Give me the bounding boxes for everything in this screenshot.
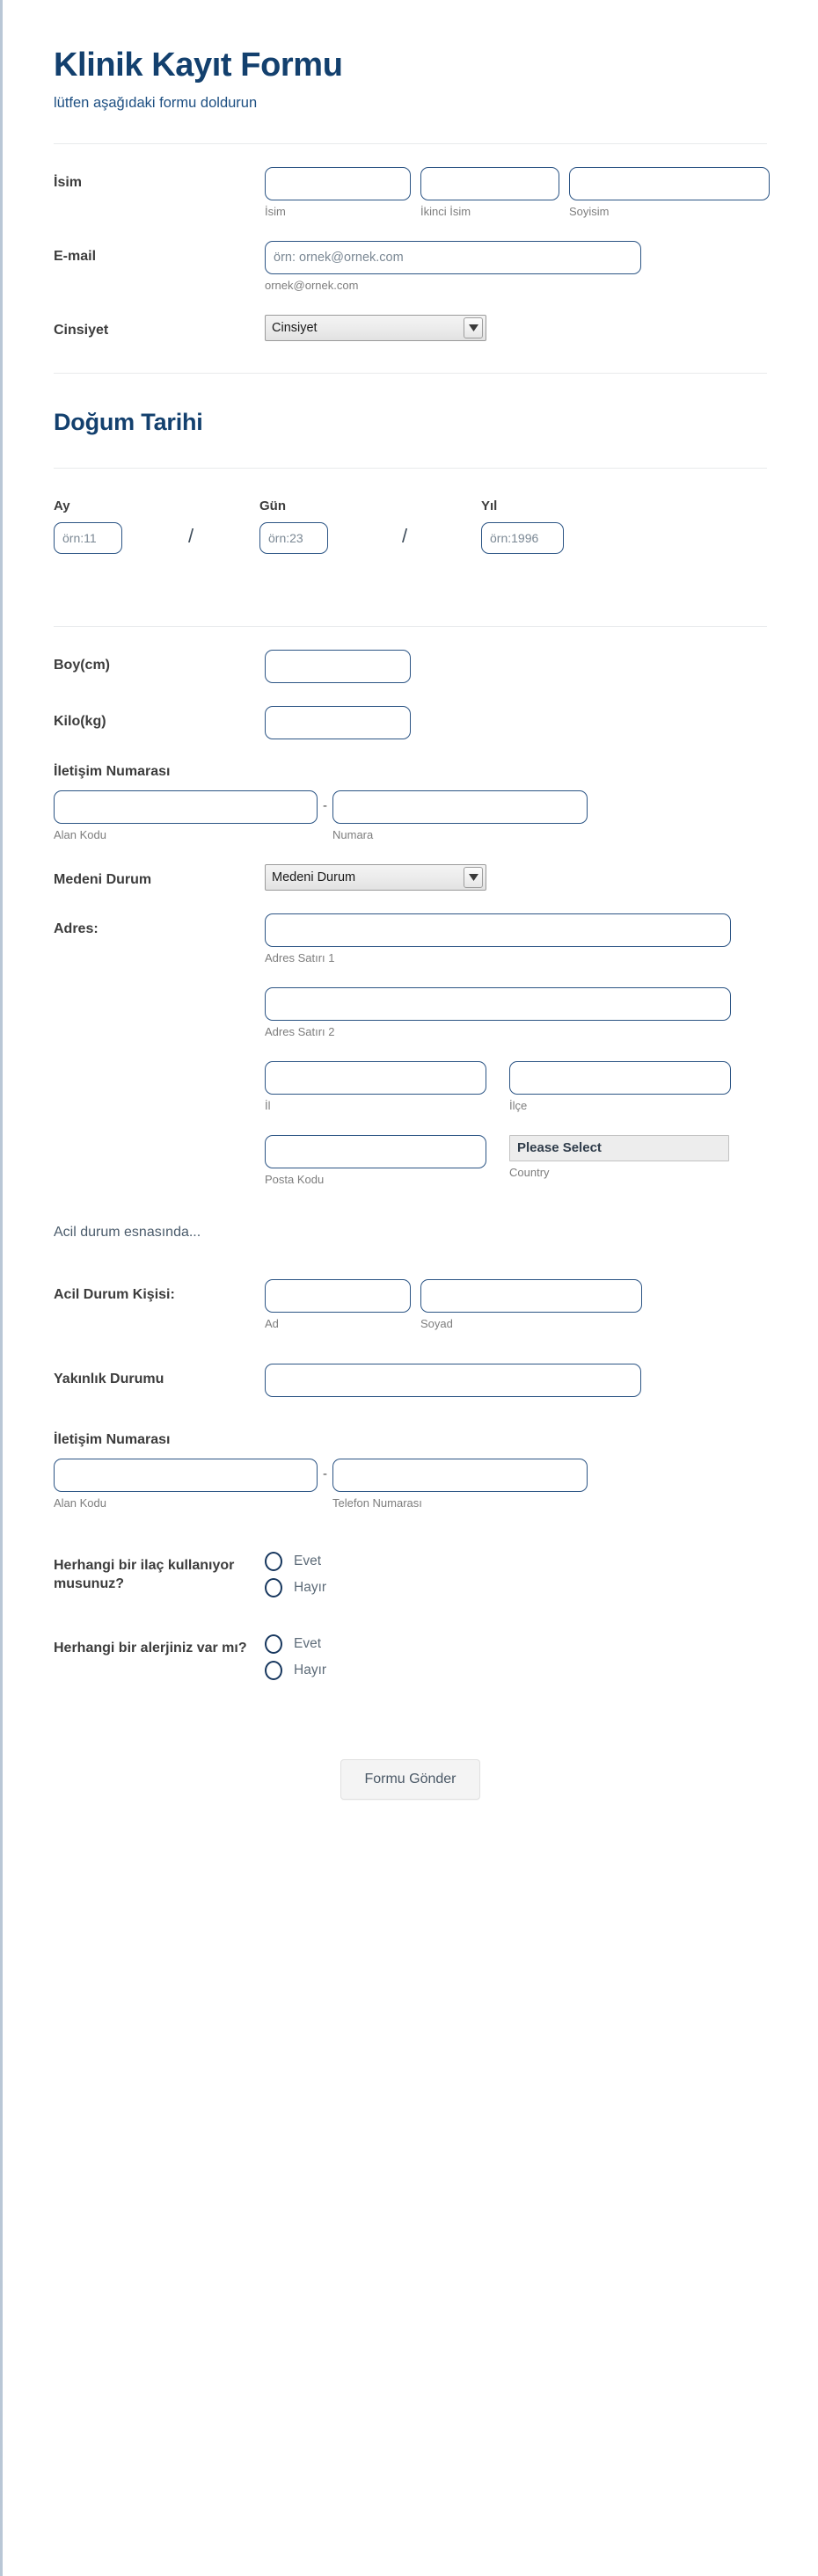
birth-day-group <box>259 498 328 554</box>
field-row-relation <box>54 1330 767 1397</box>
emergency-number-input[interactable] <box>332 1459 588 1492</box>
field-row-emergency-person <box>54 1241 767 1330</box>
address-line1-group <box>265 913 731 964</box>
phone-primary-number-sublabel: Numara <box>332 827 374 841</box>
height-input[interactable] <box>265 650 411 683</box>
birth-separator-2: / <box>401 524 408 547</box>
email-sublabel: ornek@ornek.com <box>265 278 359 292</box>
phone-primary-title: İletişim Numarası <box>54 763 171 779</box>
weight-label: Kilo(kg) <box>54 713 106 729</box>
medication-question: Herhangi bir ilaç kullanıyor musunuz? <box>54 1557 235 1591</box>
email-label: E-mail <box>54 248 97 264</box>
relation-label: Yakınlık Durumu <box>54 1371 164 1386</box>
address-zip-group <box>265 1135 486 1186</box>
emergency-area-group <box>54 1459 318 1510</box>
marital-label: Medeni Durum <box>54 871 152 887</box>
last-name-input[interactable] <box>569 167 770 200</box>
page-subtitle: lütfen aşağıdaki formu doldurun <box>54 94 258 111</box>
address-zip-input[interactable] <box>265 1135 486 1168</box>
address-city-group <box>265 1061 486 1112</box>
field-row-phone-primary <box>54 739 767 841</box>
address-country-select[interactable] <box>509 1135 729 1161</box>
emergency-last-name-sublabel: Soyad <box>420 1316 453 1330</box>
emergency-note: Acil durum esnasında... <box>54 1224 201 1240</box>
address-district-group <box>509 1061 731 1112</box>
name-label: İsim <box>54 174 83 190</box>
emergency-first-name-sublabel: Ad <box>265 1316 279 1330</box>
address-district-sublabel: İlçe <box>509 1098 528 1112</box>
emergency-person-label: Acil Durum Kişisi: <box>54 1286 175 1302</box>
field-row-medication <box>54 1510 767 1597</box>
address-city-input[interactable] <box>265 1061 486 1095</box>
divider-gender <box>54 373 767 374</box>
address-country-group <box>509 1135 729 1179</box>
middle-name-input[interactable] <box>420 167 559 200</box>
medication-option-yes-label: Evet <box>294 1553 322 1568</box>
phone-primary-number-group <box>332 790 588 841</box>
field-row-weight <box>54 683 767 739</box>
submit-button[interactable]: Formu Gönder <box>340 1759 479 1800</box>
first-name-sublabel: İsim <box>265 204 286 218</box>
phone-primary-area-input[interactable] <box>54 790 318 824</box>
email-input[interactable] <box>265 241 641 274</box>
radio-circle-icon[interactable] <box>265 1634 282 1654</box>
field-row-email <box>54 218 767 292</box>
emergency-last-name-input[interactable] <box>420 1279 642 1313</box>
birth-day-input[interactable] <box>259 522 328 554</box>
address-line1-sublabel: Adres Satırı 1 <box>265 950 335 964</box>
radio-circle-icon[interactable] <box>265 1578 282 1597</box>
height-label: Boy(cm) <box>54 657 111 673</box>
gender-select-wrap <box>265 315 486 341</box>
radio-circle-icon[interactable] <box>265 1552 282 1571</box>
birth-month-input[interactable] <box>54 522 122 554</box>
emergency-first-name-group <box>265 1279 411 1330</box>
address-label: Adres: <box>54 921 99 936</box>
birth-date-row <box>54 469 767 554</box>
submit-area <box>54 1680 767 1852</box>
address-city-sublabel: İl <box>265 1098 271 1112</box>
field-row-gender <box>54 292 767 341</box>
medication-option-no-label: Hayır <box>294 1579 327 1595</box>
address-line2-input[interactable] <box>265 987 731 1021</box>
allergy-option-no-label: Hayır <box>294 1662 327 1677</box>
emergency-phone-title: İletişim Numarası <box>54 1431 171 1447</box>
allergy-option-no[interactable] <box>265 1661 767 1680</box>
field-row-name <box>54 144 767 218</box>
emergency-area-sublabel: Alan Kodu <box>54 1495 106 1510</box>
phone-primary-separator: - <box>323 797 327 813</box>
address-country-sublabel: Country <box>509 1165 550 1179</box>
medication-radio-group <box>265 1550 767 1597</box>
radio-circle-icon[interactable] <box>265 1661 282 1680</box>
emergency-number-group <box>332 1459 588 1510</box>
allergy-option-yes[interactable] <box>265 1634 767 1654</box>
birth-separator-1: / <box>187 524 194 547</box>
birth-year-group <box>481 498 564 554</box>
emergency-last-name-group <box>420 1279 642 1330</box>
field-row-height <box>54 627 767 683</box>
weight-input[interactable] <box>265 706 411 739</box>
form-header <box>54 0 767 112</box>
medication-option-no[interactable] <box>265 1578 767 1597</box>
address-line2-group <box>265 987 731 1038</box>
phone-primary-number-input[interactable] <box>332 790 588 824</box>
emergency-first-name-input[interactable] <box>265 1279 411 1313</box>
last-name-group <box>569 167 770 218</box>
gender-label: Cinsiyet <box>54 322 109 338</box>
field-row-address <box>54 891 767 1186</box>
middle-name-sublabel: İkinci İsim <box>420 204 471 218</box>
birth-month-group <box>54 498 122 554</box>
emergency-number-sublabel: Telefon Numarası <box>332 1495 422 1510</box>
birth-year-input[interactable] <box>481 522 564 554</box>
birth-day-label: Gün <box>259 498 286 513</box>
relation-input[interactable] <box>265 1364 641 1397</box>
phone-primary-area-sublabel: Alan Kodu <box>54 827 106 841</box>
address-line1-input[interactable] <box>265 913 731 947</box>
birth-year-label: Yıl <box>481 498 498 513</box>
phone-primary-area-group <box>54 790 318 841</box>
address-line2-sublabel: Adres Satırı 2 <box>265 1024 335 1038</box>
allergy-question: Herhangi bir alerjiniz var mı? <box>54 1640 247 1655</box>
address-district-input[interactable] <box>509 1061 731 1095</box>
first-name-group <box>265 167 411 218</box>
marital-select[interactable] <box>265 864 486 891</box>
emergency-phone-separator: - <box>323 1466 327 1481</box>
last-name-sublabel: Soyisim <box>569 204 610 218</box>
field-row-marital <box>54 841 767 891</box>
birth-month-label: Ay <box>54 498 70 513</box>
gender-select[interactable] <box>265 315 486 341</box>
field-row-emergency-phone <box>54 1397 767 1510</box>
marital-select-wrap <box>265 864 486 891</box>
medication-option-yes[interactable] <box>265 1552 767 1571</box>
page-title: Klinik Kayıt Formu <box>54 47 343 84</box>
field-row-allergy <box>54 1597 767 1680</box>
address-zip-sublabel: Posta Kodu <box>265 1172 325 1186</box>
allergy-radio-group <box>265 1633 767 1680</box>
emergency-area-input[interactable] <box>54 1459 318 1492</box>
birth-section-title: Doğum Tarihi <box>54 408 203 435</box>
first-name-input[interactable] <box>265 167 411 200</box>
allergy-option-yes-label: Evet <box>294 1635 322 1651</box>
middle-name-group <box>420 167 559 218</box>
